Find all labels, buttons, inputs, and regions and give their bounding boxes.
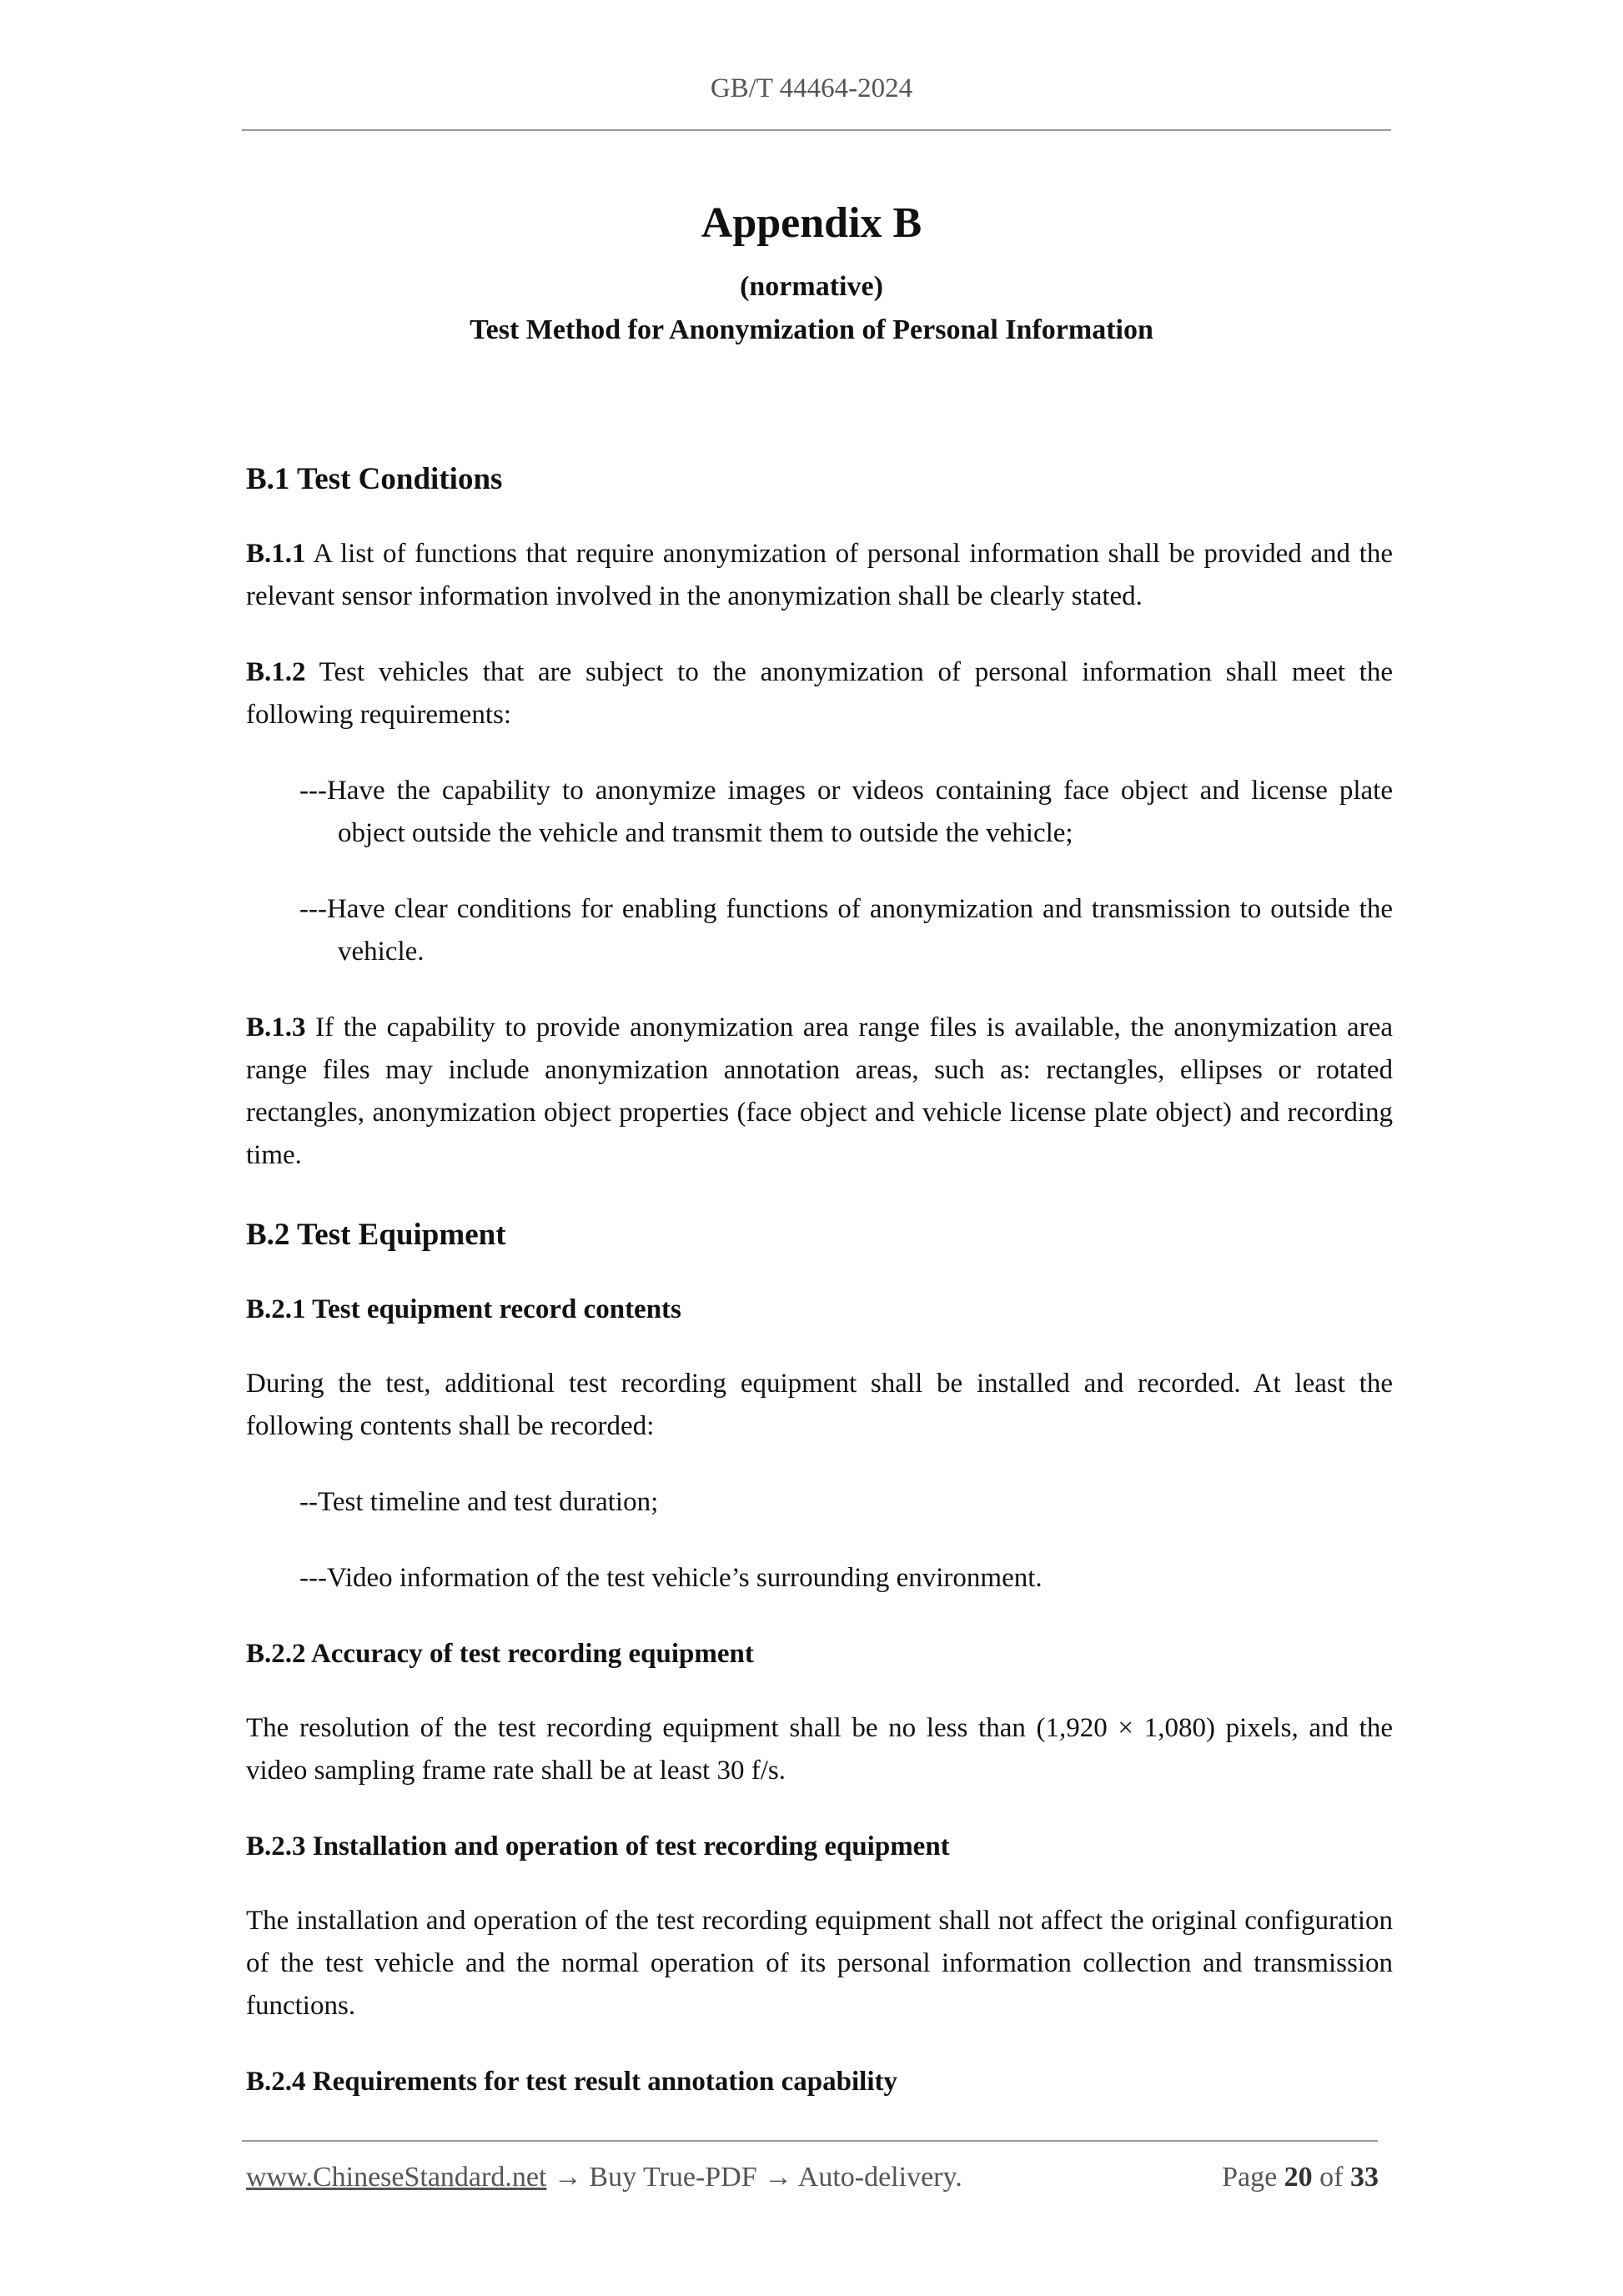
clause-number: B.1.3 <box>246 1012 306 1042</box>
clause-b1-2 <box>246 651 1393 736</box>
appendix-name: Test Method for Anonymization of Personal Information <box>470 314 1153 345</box>
clause-number: B.1.2 <box>246 657 306 687</box>
header-divider <box>242 129 1391 131</box>
clause-number: B.1.1 <box>246 539 306 569</box>
subsection-heading-b2-4: B.2.4 Requirements for test result annotation capability <box>246 2067 897 2097</box>
clause-text: If the capability to provide anonymization area range files is available, the anonymization area range files may include anonymization annotation areas, such as: rectangles, ellipses or rotated rectangles, anonymization object properties (face object and vehicle license plate object) and recording time. <box>246 1012 1393 1170</box>
appendix-type: (normative) <box>740 271 883 302</box>
footer-promo-text: → Buy True-PDF → Auto-delivery. <box>546 2162 962 2193</box>
paragraph: The installation and operation of the test recording equipment shall not affect the original configuration of the test vehicle and the normal operation of its personal information collection and transmission functions. <box>246 1906 1393 2021</box>
page-total: 33 <box>1350 2162 1379 2193</box>
subsection-heading-b2-2: B.2.2 Accuracy of test recording equipment <box>246 1639 754 1669</box>
requirement-item: ---Have the capability to anonymize images or videos containing face object and license plate object outside the vehicle and transmit them to outside the vehicle; <box>299 776 1393 848</box>
paragraph: The resolution of the test recording equipment shall be no less than (1,920 × 1,080) pixels, and the video sampling frame rate shall be at least 30 f/s. <box>246 1713 1393 1786</box>
website-link[interactable]: www.ChineseStandard.net <box>246 2162 547 2193</box>
clause-text: A list of functions that require anonymization of personal information shall be provided and the relevant sensor information involved in the anonymization shall be clearly stated. <box>246 539 1393 611</box>
requirement-item: ---Have clear conditions for enabling functions of anonymization and transmission to outside the vehicle. <box>299 894 1393 967</box>
subsection-heading-b2-3: B.2.3 Installation and operation of test recording equipment <box>246 1831 950 1861</box>
page-indicator <box>1222 2162 1379 2193</box>
clause-text: Test vehicles that are subject to the anonymization of personal information shall meet the following requirements: <box>246 657 1393 730</box>
record-item: --Test timeline and test duration; <box>299 1487 659 1517</box>
footer-promo <box>246 2162 962 2193</box>
page-prefix: Page <box>1222 2162 1284 2193</box>
section-heading-b1: B.1 Test Conditions <box>246 462 503 496</box>
footer-divider <box>242 2140 1378 2142</box>
page-of: of <box>1312 2162 1350 2193</box>
clause-b1-1 <box>246 533 1393 618</box>
document-body <box>246 455 1393 2135</box>
section-heading-b2: B.2 Test Equipment <box>246 1218 506 1252</box>
clause-b1-3 <box>246 1007 1393 1177</box>
paragraph: During the test, additional test recording equipment shall be installed and recorded. At least the following contents shall be recorded: <box>246 1369 1393 1441</box>
appendix-title: Appendix B <box>701 199 922 247</box>
record-item: ---Video information of the test vehicle’s surrounding environment. <box>299 1563 1043 1593</box>
page-footer <box>246 2162 1379 2202</box>
document-code: GB/T 44464-2024 <box>710 73 913 103</box>
subsection-heading-b2-1: B.2.1 Test equipment record contents <box>246 1294 681 1324</box>
page-number: 20 <box>1284 2162 1313 2193</box>
